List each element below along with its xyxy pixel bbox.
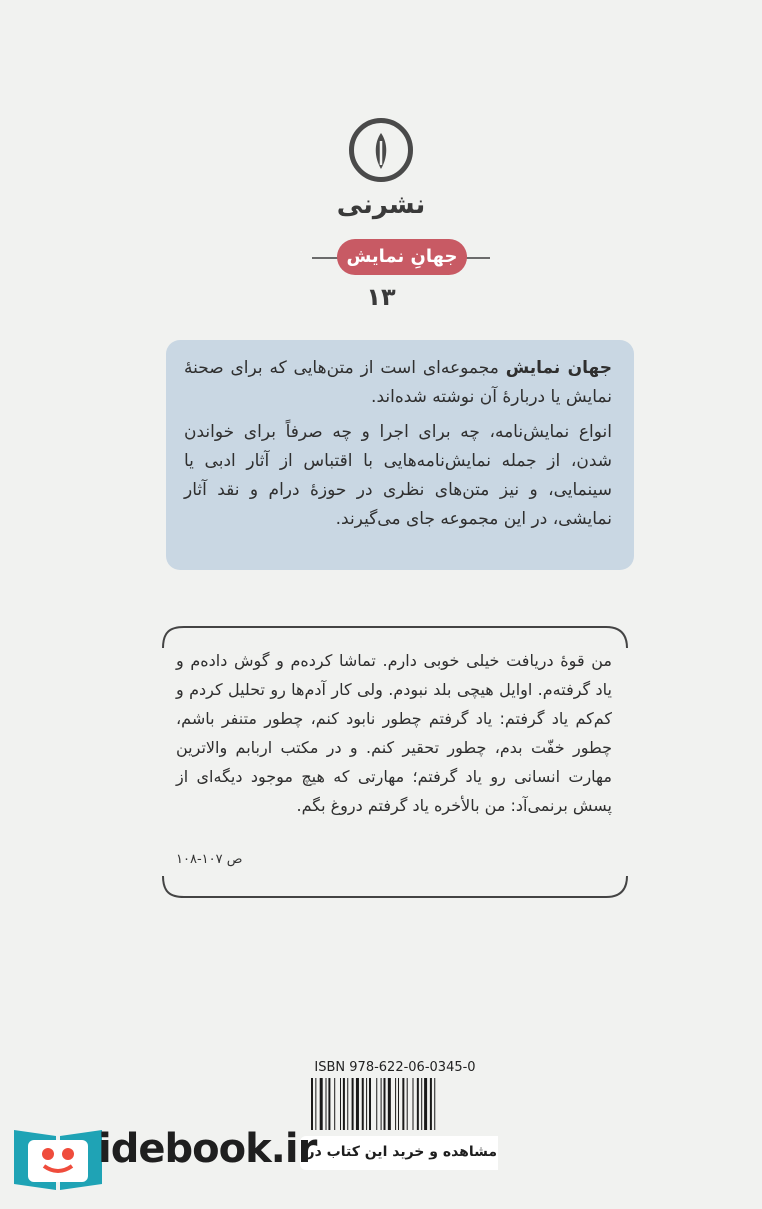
- description-paragraph-2: انواع نمایش‌نامه، چه برای اجرا و چه صرفاً برای خواندن شدن، از جمله نمایش‌نامه‌هایی با اقتباس از آثار ادبی یا سینمایی، و نیز متن‌های نظری در حوزهٔ درام و نقد آثار نمایشی، در این مجموعه جای می‌گیرند.: [184, 422, 612, 529]
- quote-page-reference: ص ۱۰۷-۱۰۸: [176, 852, 243, 867]
- watermark-caption: مشاهده و خرید این کتاب در:: [300, 1144, 498, 1160]
- series-description-box: [166, 340, 634, 570]
- pen-nib-in-circle-icon: [349, 118, 413, 182]
- quote-text: من قوهٔ دریافت خیلی خوبی دارم. تماشا کرده‌م و گوش داده‌م و یاد گرفته‌م. اوایل هیچی بلد نبودم. ولی کار آدم‌ها رو تحلیل کردم و کم‌کم یاد گرفتم: یاد گرفتم چطور نابود کنم، چطور متنفر باشم، چطور خفّت بدم، چطور تحقیر کنم. و در مکتب اربابم والاترین مهارت انسانی رو یاد گرفتم؛ مهارتی که هیچ موجود دیگه‌ای از پسش برنمی‌آد: من بالأخره یاد گرفتم دروغ بگم.: [176, 651, 612, 815]
- description-bold-lead: جهان نمایش: [505, 358, 612, 378]
- publisher-name: نشرنی: [336, 190, 426, 220]
- publisher-logo: [0, 118, 762, 182]
- isbn-barcode: [311, 1078, 479, 1130]
- watermark-site-name: idebook.ir: [98, 1126, 317, 1172]
- description-paragraph-1: [184, 354, 612, 412]
- description-paragraph-1-rest: مجموعه‌ای است از متن‌هایی که برای صحنهٔ نمایش یا دربارهٔ آن نوشته شده‌اند.: [184, 358, 612, 407]
- series-number: ۱۳: [366, 283, 396, 311]
- open-book-face-icon: [10, 1124, 106, 1200]
- isbn-number: ISBN 978-622-06-0345-0: [314, 1060, 476, 1075]
- series-badge: جهانِ نمایش: [337, 239, 467, 275]
